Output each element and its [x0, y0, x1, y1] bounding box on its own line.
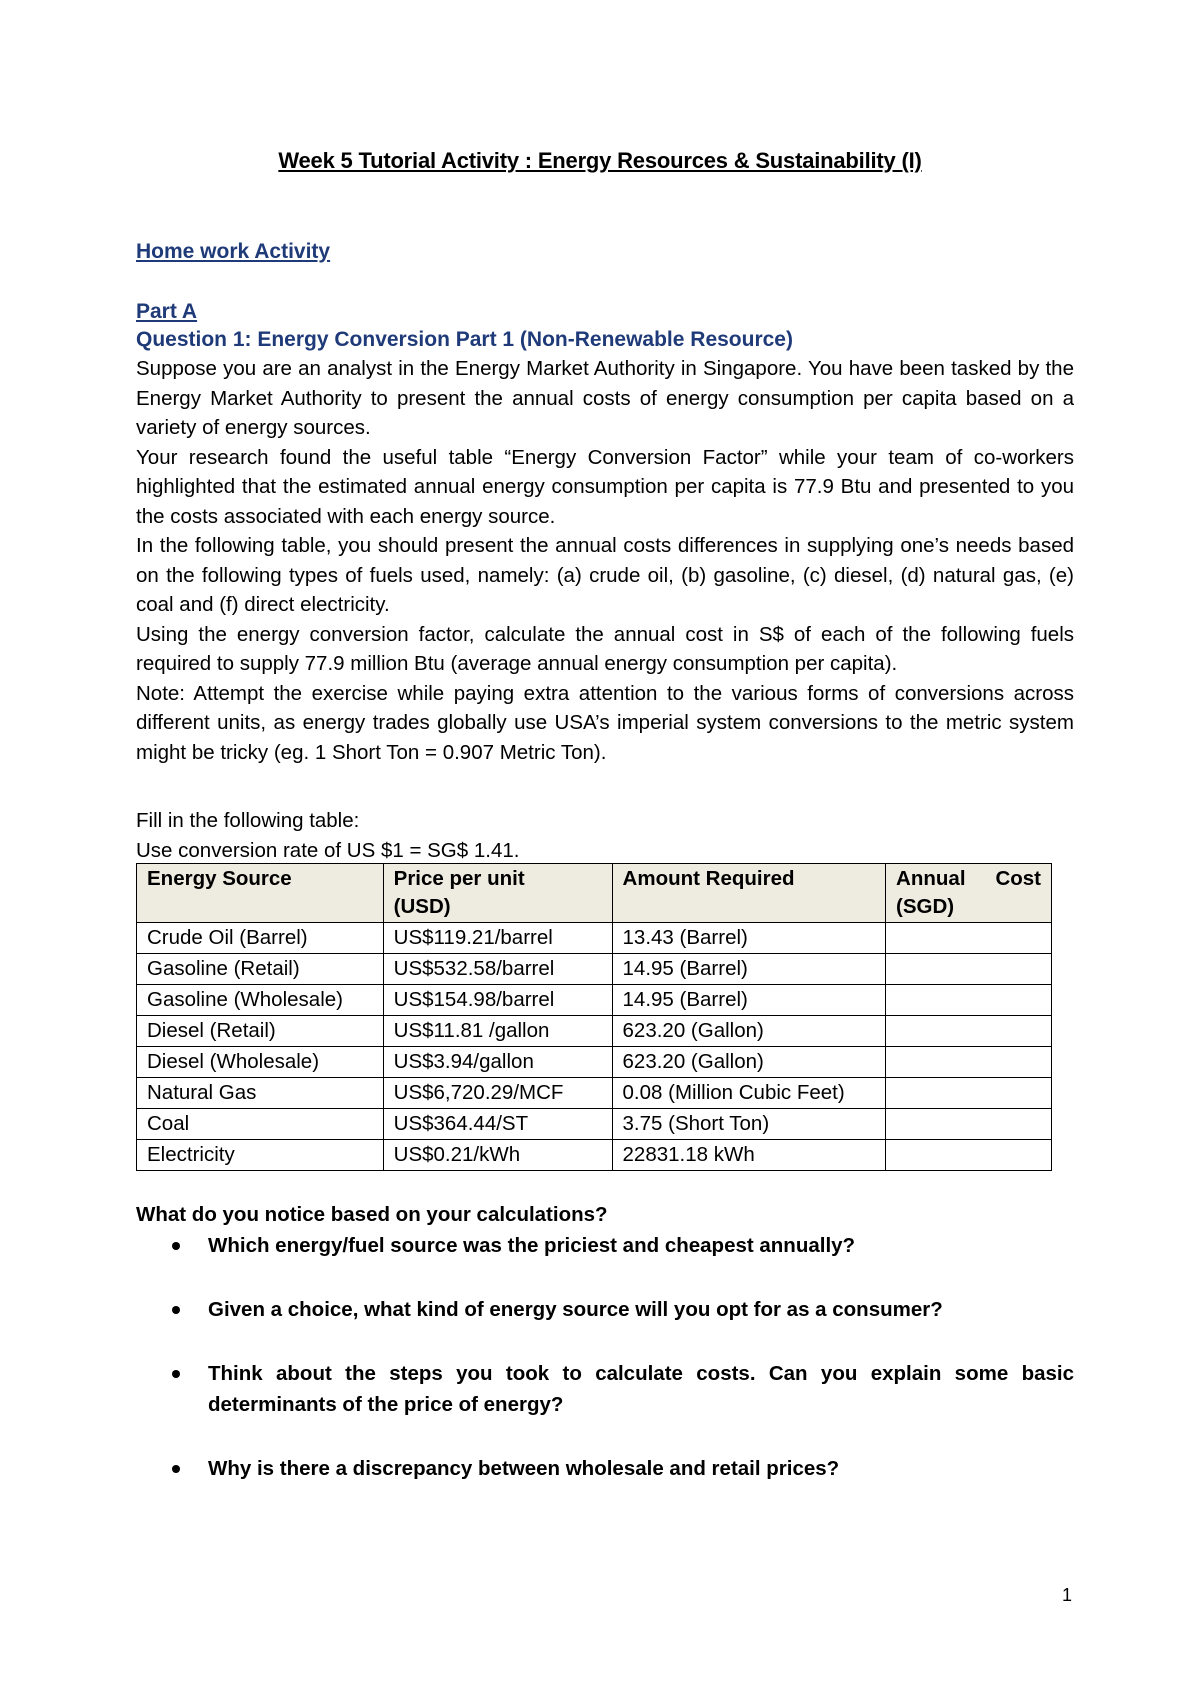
cell-annual-cost[interactable] — [886, 1078, 1052, 1109]
cell-amount: 0.08 (Million Cubic Feet) — [612, 1078, 886, 1109]
question-text: Why is there a discrepancy between wholesale and retail prices? — [208, 1457, 840, 1480]
header-price-line2: (USD) — [393, 895, 451, 918]
cell-price: US$3.94/gallon — [383, 1047, 612, 1078]
table-row — [137, 954, 1052, 985]
cell-amount: 3.75 (Short Ton) — [612, 1109, 886, 1140]
list-item — [136, 1294, 1074, 1325]
page-number: 1 — [1061, 1585, 1072, 1605]
table-row — [137, 985, 1052, 1016]
list-item — [136, 1230, 1074, 1261]
header-annual-word2: Cost — [995, 867, 1041, 890]
paragraph-analyst-context: Suppose you are an analyst in the Energy Market Authority in Singapore. You have been tasked by the Energy Market Authority to present the annual costs of energy consumption per capita based on a variety of energy sources. — [136, 357, 1074, 439]
question-text: Think about the steps you took to calculate costs. Can you explain some basic determinants of the price of energy? — [208, 1362, 1074, 1416]
cell-annual-cost[interactable] — [886, 1140, 1052, 1171]
cell-source: Diesel (Retail) — [137, 1016, 384, 1047]
list-item — [136, 1358, 1074, 1420]
cell-annual-cost[interactable] — [886, 1047, 1052, 1078]
header-price-line1: Price per unit — [393, 867, 525, 890]
header-price-per-unit — [383, 864, 612, 923]
table-header-row — [137, 864, 1052, 923]
homework-heading: Home work Activity — [136, 240, 331, 263]
list-item — [136, 1453, 1074, 1484]
cell-amount: 623.20 (Gallon) — [612, 1016, 886, 1047]
cell-amount: 13.43 (Barrel) — [612, 923, 886, 954]
header-annual-word1: Annual — [896, 867, 966, 890]
paragraph-research: Your research found the useful table “Energy Conversion Factor” while your team of co-workers highlighted that the estimated annual energy consumption per capita is 77.9 Btu and presented to you the costs associated with each energy source. — [136, 445, 1074, 528]
cell-price: US$532.58/barrel — [383, 954, 612, 985]
bullet-icon — [172, 1242, 180, 1250]
cell-annual-cost[interactable] — [886, 923, 1052, 954]
cell-annual-cost[interactable] — [886, 1109, 1052, 1140]
cell-source: Gasoline (Retail) — [137, 954, 384, 985]
table-row — [137, 1109, 1052, 1140]
conversion-rate: Use conversion rate of US $1 = SG$ 1.41. — [136, 838, 520, 862]
fill-instructions — [136, 806, 1074, 865]
cell-amount: 14.95 (Barrel) — [612, 954, 886, 985]
questions-intro: What do you notice based on your calculations? — [136, 1203, 608, 1226]
table-row — [137, 1140, 1052, 1171]
paragraph-note: Note: Attempt the exercise while paying extra attention to the various forms of conversions across different units, as energy trades globally use USA’s imperial system conversions to the metric system might be tricky (eg. 1 Short Ton = 0.907 Metric Ton). — [136, 681, 1074, 764]
table-row — [137, 923, 1052, 954]
reflection-questions — [136, 1200, 1074, 1484]
energy-cost-table — [136, 863, 1052, 1171]
cell-price: US$6,720.29/MCF — [383, 1078, 612, 1109]
question-block — [136, 298, 1074, 767]
header-energy-source: Energy Source — [137, 864, 384, 923]
bullet-icon — [172, 1465, 180, 1473]
cell-price: US$11.81 /gallon — [383, 1016, 612, 1047]
cell-price: US$0.21/kWh — [383, 1140, 612, 1171]
document-title: Week 5 Tutorial Activity : Energy Resources & Sustainability (I) — [278, 148, 922, 173]
questions-list — [136, 1230, 1074, 1484]
table-row — [137, 1047, 1052, 1078]
cell-source: Crude Oil (Barrel) — [137, 923, 384, 954]
paragraph-table-instructions: In the following table, you should present the annual costs differences in supplying one’s needs based on the following types of fuels used, namely: (a) crude oil, (b) gasoline, (c) diesel, (d) natural gas, (e) coal and (f) direct electricity. — [136, 534, 1074, 616]
question-heading: Question 1: Energy Conversion Part 1 (Non-Renewable Resource) — [136, 328, 793, 351]
header-annual-line2: (SGD) — [896, 895, 955, 918]
table-row — [137, 1016, 1052, 1047]
bullet-icon — [172, 1370, 180, 1378]
fill-instruction: Fill in the following table: — [136, 809, 360, 832]
cell-annual-cost[interactable] — [886, 954, 1052, 985]
part-heading: Part A — [136, 300, 198, 323]
homework-heading-block — [136, 238, 1074, 266]
question-text: Which energy/fuel source was the priciest and cheapest annually? — [208, 1234, 856, 1257]
cell-annual-cost[interactable] — [886, 1016, 1052, 1047]
cell-source: Diesel (Wholesale) — [137, 1047, 384, 1078]
question-text: Given a choice, what kind of energy source will you opt for as a consumer? — [208, 1298, 943, 1321]
cell-source: Coal — [137, 1109, 384, 1140]
cell-amount: 14.95 (Barrel) — [612, 985, 886, 1016]
table-row — [137, 1078, 1052, 1109]
cell-source: Natural Gas — [137, 1078, 384, 1109]
paragraph-calculation: Using the energy conversion factor, calculate the annual cost in S$ of each of the following fuels required to supply 77.9 million Btu (average annual energy consumption per capita). — [136, 622, 1074, 675]
cell-price: US$364.44/ST — [383, 1109, 612, 1140]
cell-amount: 22831.18 kWh — [612, 1140, 886, 1171]
cell-source: Electricity — [137, 1140, 384, 1171]
bullet-icon — [172, 1306, 180, 1314]
header-annual-cost — [886, 864, 1052, 923]
cell-price: US$119.21/barrel — [383, 923, 612, 954]
cell-source: Gasoline (Wholesale) — [137, 985, 384, 1016]
cell-price: US$154.98/barrel — [383, 985, 612, 1016]
header-amount-required: Amount Required — [612, 864, 886, 923]
cell-annual-cost[interactable] — [886, 985, 1052, 1016]
cell-amount: 623.20 (Gallon) — [612, 1047, 886, 1078]
